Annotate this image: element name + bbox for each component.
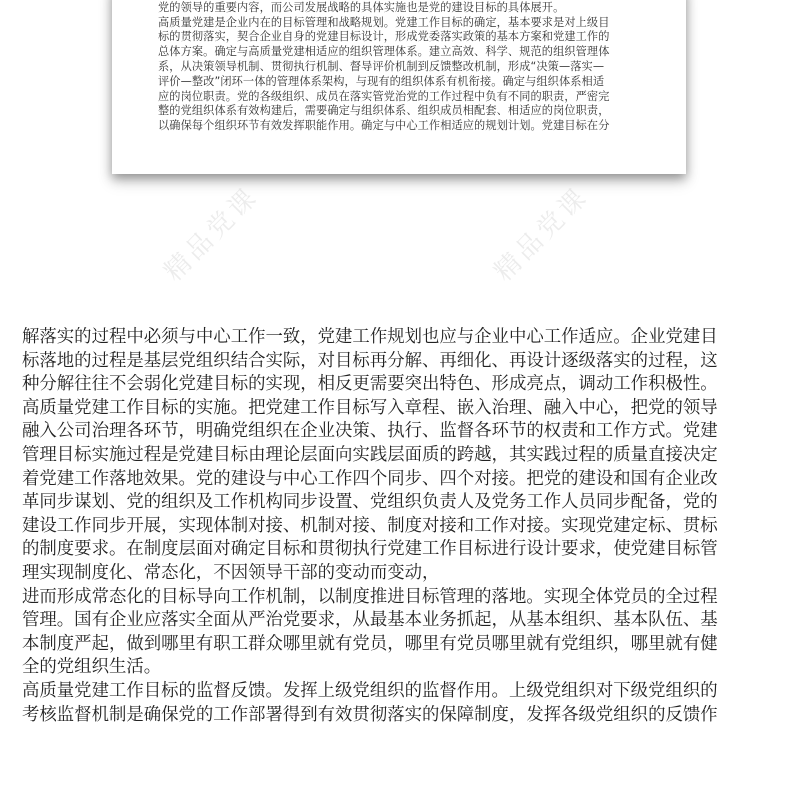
body-text-line: 理实现制度化、常态化，不因领导干部的变动而变动， (22, 562, 440, 583)
document-body-text (22, 326, 782, 727)
body-text-line: 融入公司治理各环节，明确党组织在企业决策、执行、监督各环节的权责和工作方式。党建 (22, 421, 718, 442)
document-preview-line: 以确保每个组织环节有效发挥职能作用。确定与中心工作相适应的规划计划。党建目标在分 (158, 119, 610, 133)
body-text-line: 管理目标实施过程是党建目标由理论层面向实践层面质的跨越，其实践过程的质量直接决定 (22, 444, 718, 465)
document-preview-card (112, 0, 686, 174)
body-text-line: 高质量党建工作目标的监督反馈。发挥上级党组织的监督作用。上级党组织对下级党组织的 (22, 680, 718, 701)
body-text-line: 革同步谋划、党的组织及工作机构同步设置、党组织负责人及党务工作人员同步配备，党的 (22, 492, 718, 513)
body-text-line: 考核监督机制是确保党的工作部署得到有效贯彻落实的保障制度，发挥各级党组织的反馈作 (22, 704, 718, 725)
document-preview-text (158, 0, 656, 134)
body-text-line: 标落地的过程是基层党组织结合实际，对目标再分解、再细化、再设计逐级落实的过程，这 (22, 350, 718, 371)
body-text-line: 着党建工作落地效果。党的建设与中心工作四个同步、四个对接。把党的建设和国有企业改 (22, 468, 718, 489)
body-text-line: 高质量党建工作目标的实施。把党建工作目标写入章程、嵌入治理、融入中心，把党的领导 (22, 397, 718, 418)
document-preview-line: 整的党组织体系有效构建后，需要确定与组织体系、组织成员相配套、相适应的岗位职责， (158, 104, 610, 118)
body-text-line: 的制度要求。在制度层面对确定目标和贯彻执行党建工作目标进行设计要求，使党建目标管 (22, 539, 718, 560)
document-preview-line: 系，从决策领导机制、贯彻执行机制、督导评价机制到反馈整改机制，形成“决策—落实— (158, 59, 605, 73)
body-text-line: 种分解往往不会弱化党建目标的实现，相反更需要突出特色、形成亮点，调动工作积极性。 (22, 374, 718, 395)
document-preview-line: 评价—整改”闭环一体的管理体系架构，与现有的组织体系有机衔接。确定与组织体系相适 (158, 74, 605, 88)
body-text-line: 进而形成常态化的目标导向工作机制，以制度推进目标管理的落地。实现全体党员的全过程 (22, 586, 718, 607)
watermark: 精品党课 (488, 181, 595, 288)
document-preview-line: 总体方案。确定与高质量党建相适应的组织管理体系。建立高效、科学、规范的组织管理体 (158, 45, 610, 59)
document-preview-line: 应的岗位职责。党的各级组织、成员在落实管党治党的工作过程中负有不同的职责，严密完 (158, 89, 610, 103)
body-text-line: 本制度严起，做到哪里有职工群众哪里就有党员，哪里有党员哪里就有党组织，哪里就有健 (22, 633, 718, 654)
body-text-line: 建设工作同步开展，实现体制对接、机制对接、制度对接和工作对接。实现党建定标、贯标 (22, 515, 718, 536)
watermark: 精品党课 (158, 181, 265, 288)
body-text-line: 解落实的过程中必须与中心工作一致，党建工作规划也应与企业中心工作适应。企业党建目 (22, 327, 718, 347)
document-preview-line: 标的贯彻落实，契合企业自身的党建目标设计，形成党委落实政策的基本方案和党建工作的 (158, 30, 610, 44)
body-text-line: 全的党组织生活。 (22, 657, 162, 678)
document-preview-line: 党的领导的重要内容，而公司发展战略的具体实施也是党的建设目标的具体展开。 (158, 0, 565, 14)
document-preview-line: 高质量党建是企业内在的目标管理和战略规划。党建工作目标的确定，基本要求是对上级目 (158, 15, 610, 29)
body-text-line: 管理。国有企业应落实全面从严治党要求，从最基本业务抓起，从基本组织、基本队伍、基 (22, 610, 718, 631)
